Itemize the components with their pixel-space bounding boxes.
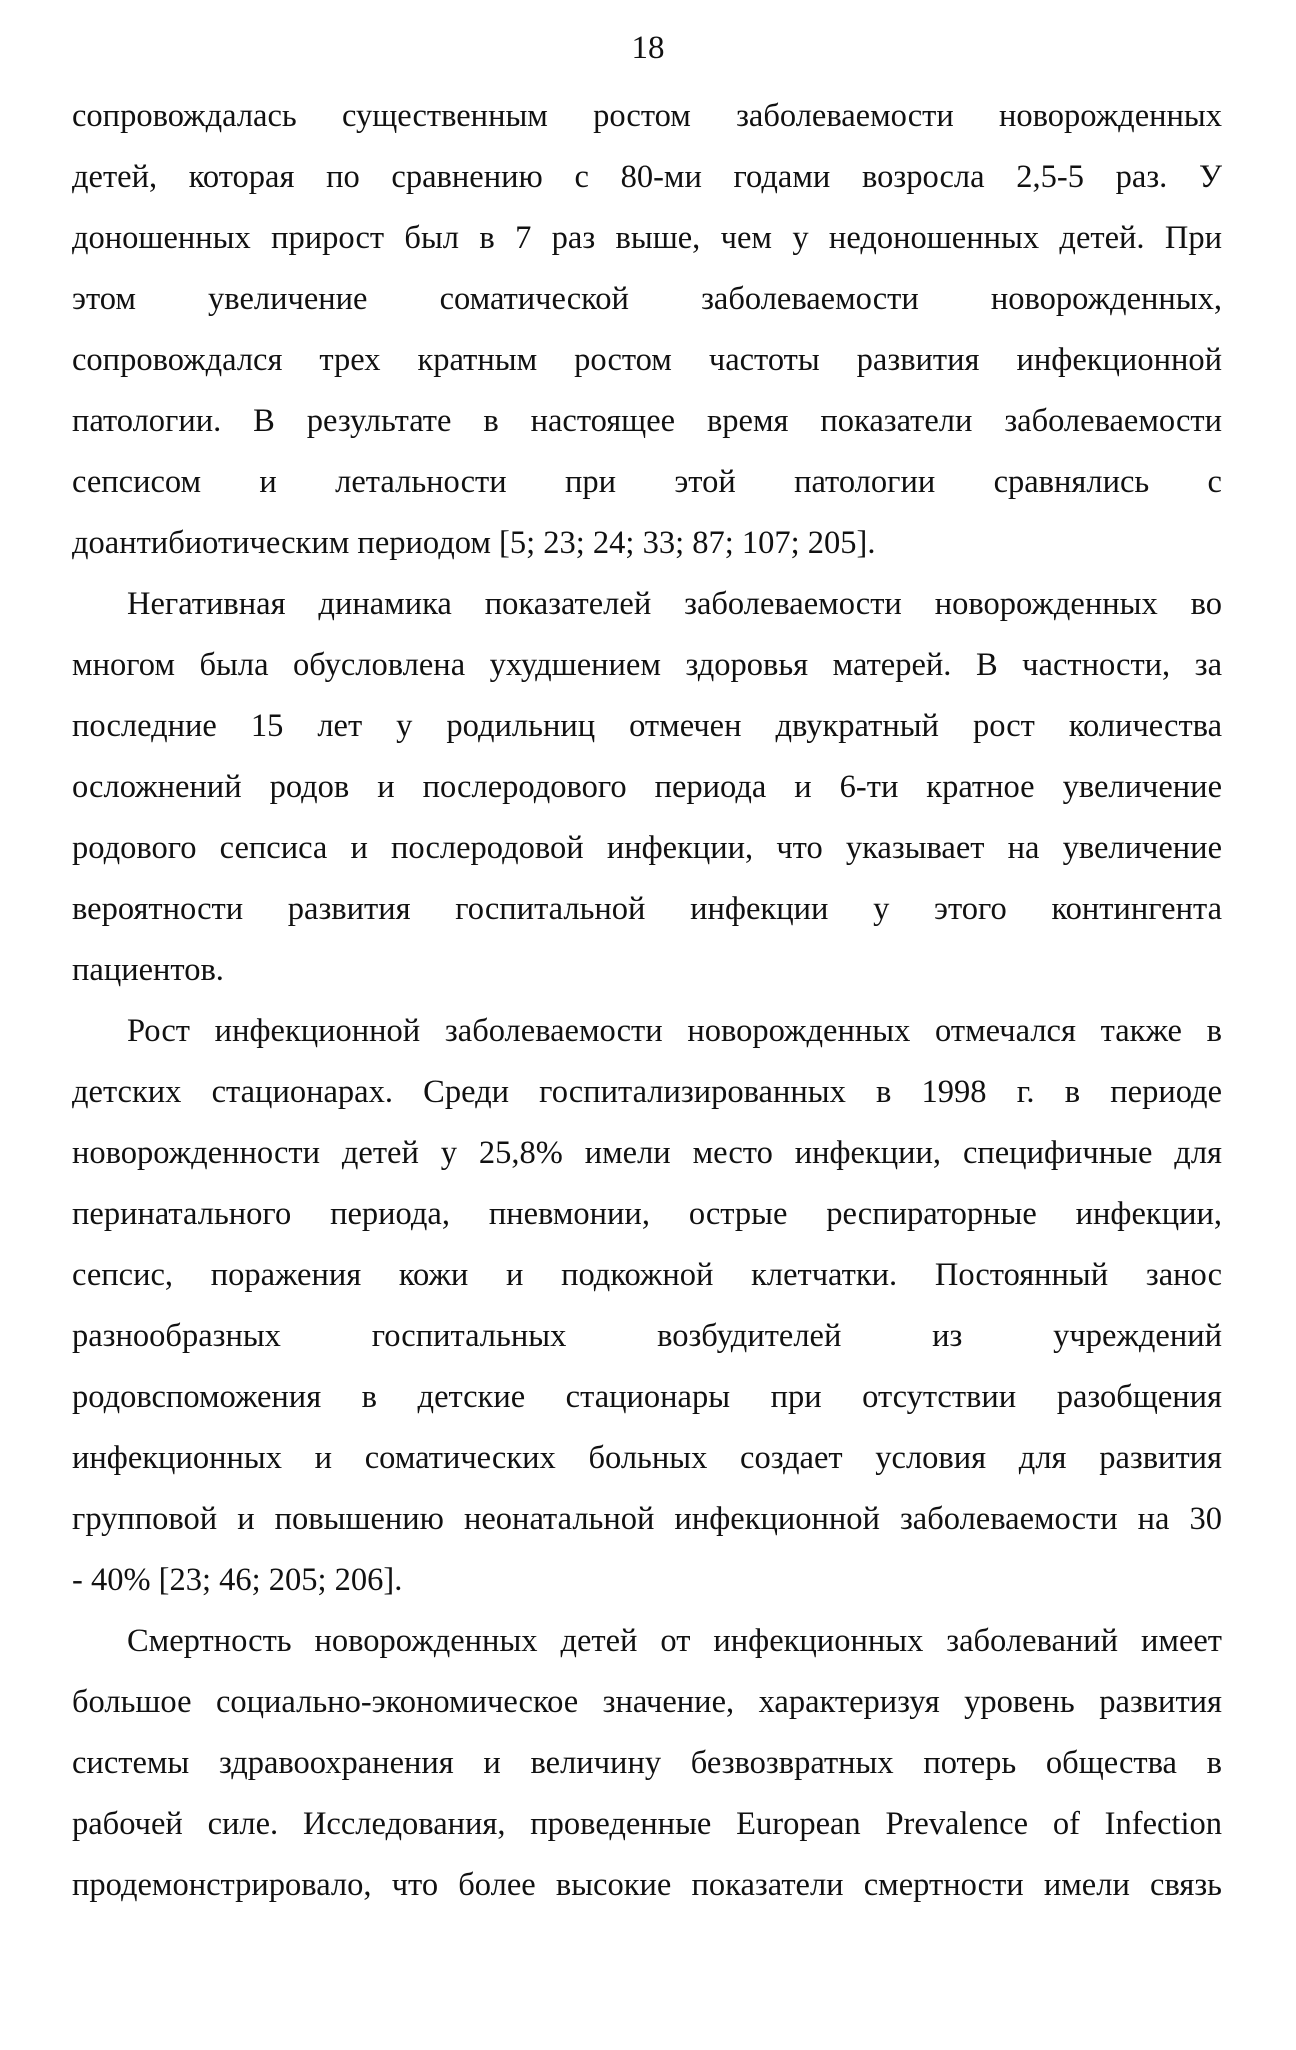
text-line: большое социально-экономическое значение, характеризуя уровень развития [72,1684,1222,1720]
text-line: многом была обусловлена ухудшением здоровья матерей. В частности, за [72,647,1222,683]
text-line: патологии. В результате в настоящее время показатели заболеваемости [72,403,1222,439]
text-line: разнообразных госпитальных возбудителей из учреждений [72,1318,1222,1354]
text-line: доантибиотическим периодом [5; 23; 24; 33; 87; 107; 205]. [72,525,876,561]
text-line: - 40% [23; 46; 205; 206]. [72,1562,403,1598]
text-line: этом увеличение соматической заболеваемости новорожденных, [72,281,1222,317]
text-line: перинатального периода, пневмонии, острые респираторные инфекции, [72,1196,1222,1232]
paragraph-1 [72,86,1222,574]
text-line: сопровождался трех кратным ростом частоты развития инфекционной [72,342,1222,378]
paragraph-4 [72,1611,1222,1916]
page-number: 18 [631,30,665,66]
text-line: детей, которая по сравнению с 80-ми годами возросла 2,5-5 раз. У [72,159,1222,195]
text-line: сопровождалась существенным ростом заболеваемости новорожденных [72,98,1222,134]
text-line: групповой и повышению неонатальной инфекционной заболеваемости на 30 [72,1501,1222,1537]
text-line: рабочей силе. Исследования, проведенные European Prevalence of Infection [72,1806,1222,1842]
paragraph-2 [72,574,1222,1001]
text-line: родовспоможения в детские стационары при отсутствии разобщения [72,1379,1222,1415]
text-line: детских стационарах. Среди госпитализированных в 1998 г. в периоде [72,1074,1222,1110]
text-line: родового сепсиса и послеродовой инфекции, что указывает на увеличение [72,830,1222,866]
text-line: инфекционных и соматических больных создает условия для развития [72,1440,1222,1476]
text-line: осложнений родов и послеродового периода и 6-ти кратное увеличение [72,769,1222,805]
text-line: Рост инфекционной заболеваемости новорожденных отмечался также в [127,1013,1222,1049]
text-line: последние 15 лет у родильниц отмечен двукратный рост количества [72,708,1222,744]
paragraph-3 [72,1001,1222,1611]
body-text [72,86,1222,1916]
text-line: доношенных прирост был в 7 раз выше, чем у недоношенных детей. При [72,220,1222,256]
text-line: системы здравоохранения и величину безвозвратных потерь общества в [72,1745,1222,1781]
text-line: новорожденности детей у 25,8% имели место инфекции, специфичные для [72,1135,1222,1171]
text-line: сепсис, поражения кожи и подкожной клетчатки. Постоянный занос [72,1257,1222,1293]
text-line: Негативная динамика показателей заболеваемости новорожденных во [127,586,1222,622]
text-line: сепсисом и летальности при этой патологии сравнялись с [72,464,1222,500]
text-line: пациентов. [72,952,224,988]
text-line: продемонстрировало, что более высокие показатели смертности имели связь [72,1867,1222,1903]
text-line: Смертность новорожденных детей от инфекционных заболеваний имеет [127,1623,1222,1659]
text-line: вероятности развития госпитальной инфекции у этого контингента [72,891,1222,927]
